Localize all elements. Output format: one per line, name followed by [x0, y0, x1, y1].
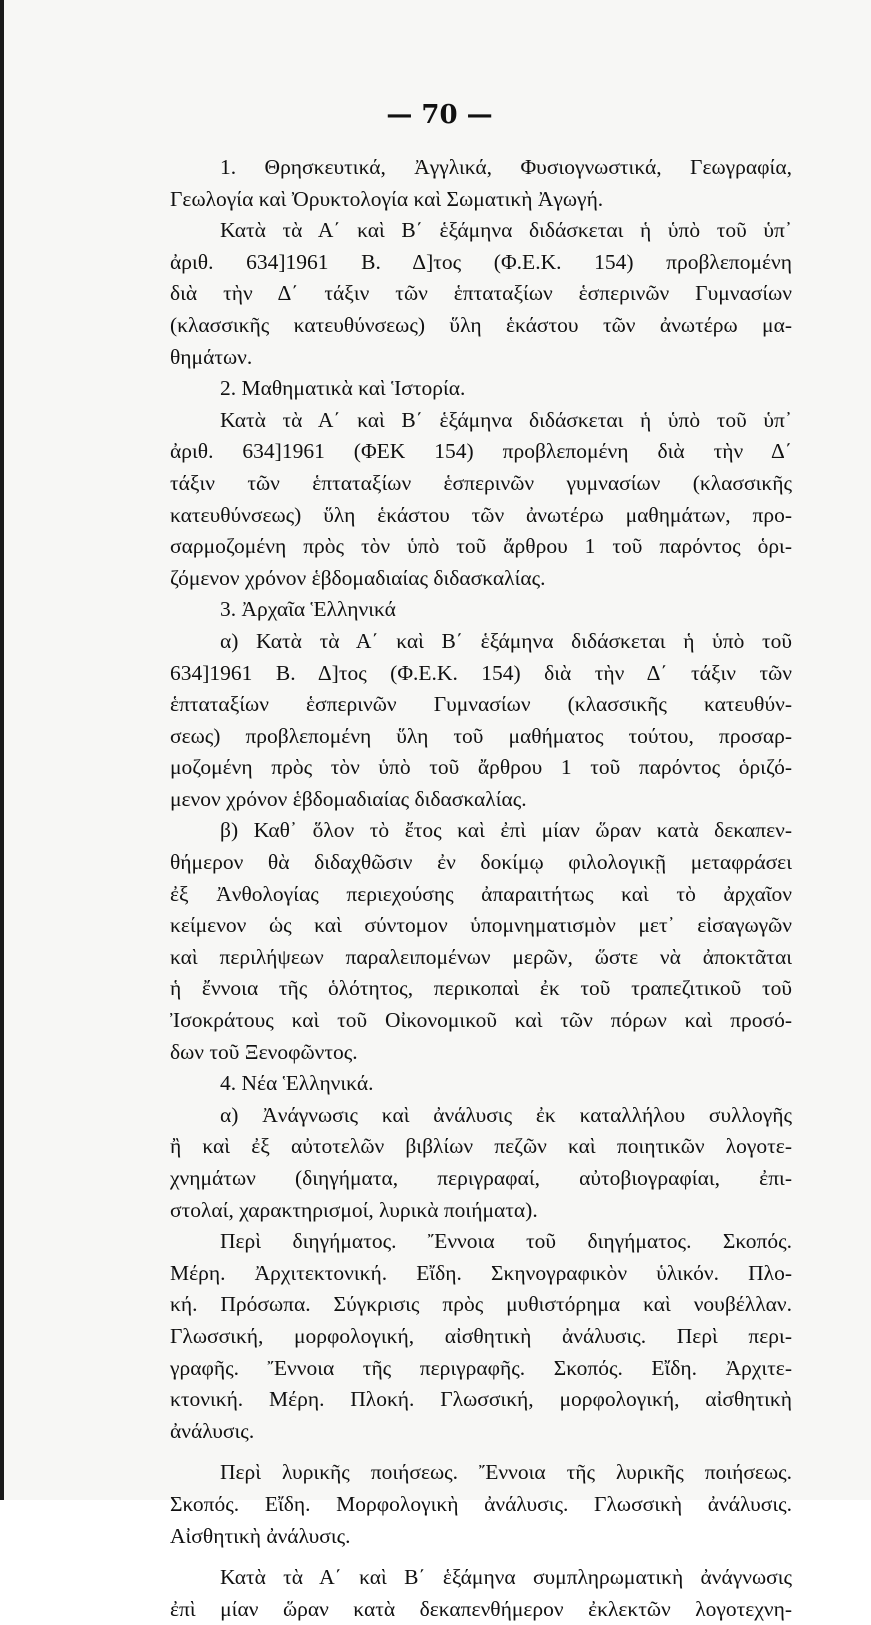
text-line: ἑπταταξίων ἑσπερινῶν Γυμνασίων (κλασσικῆς κατευθύν-	[170, 692, 792, 717]
text-line: 3. Ἀρχαῖα Ἑλληνικά	[220, 597, 396, 622]
text-line: α) Κατὰ τὰ Α΄ καὶ Β΄ ἑξάμηνα διδάσκεται ἡ ὑπὸ τοῦ	[220, 628, 792, 653]
text-line: μενον χρόνον ἑβδομαδιαίας διδασκαλίας.	[170, 786, 527, 811]
text-line: κατευθύνσεως) ὕλη ἑκάστου τῶν ἀνωτέρω μαθημάτων, προ-	[170, 502, 792, 527]
text-line: σαρμοζομένη πρὸς τὸν ὑπὸ τοῦ ἄρθρου 1 τοῦ παρόντος ὁρι-	[170, 534, 792, 559]
text-line: Γεωλογία καὶ Ὀρυκτολογία καὶ Σωματικὴ Ἀγωγή.	[170, 186, 604, 211]
text-line: Σκοπός. Εἴδη. Μορφολογικὴ ἀνάλυσις. Γλωσσικὴ ἀνάλυσις.	[170, 1491, 792, 1516]
text-line: 1. Θρησκευτικά, Ἀγγλικά, Φυσιογνωστικά, Γεωγραφία,	[220, 155, 792, 179]
text-line: Κατὰ τὰ Α΄ καὶ Β΄ ἑξάμηνα διδάσκεται ἡ ὑπὸ τοῦ ὑπ᾿	[220, 218, 792, 243]
text-line: κή. Πρόσωπα. Σύγκρισις πρὸς μυθιστόρημα καὶ νουβέλλαν.	[170, 1292, 792, 1317]
text-line: μοζομένη πρὸς τὸν ὑπὸ τοῦ ἄρθρου 1 τοῦ παρόντος ὁριζό-	[170, 755, 792, 780]
text-line: Περὶ λυρικῆς ποιήσεως. Ἔννοια τῆς λυρικῆς ποιήσεως.	[220, 1460, 792, 1485]
text-line: α) Ἀνάγνωσις καὶ ἀνάλυσις ἐκ καταλλήλου συλλογῆς	[220, 1102, 792, 1127]
text-line: Γλωσσική, μορφολογική, αἰσθητικὴ ἀνάλυσις. Περὶ περι-	[170, 1323, 792, 1348]
text-line: (κλασσικῆς κατευθύνσεως) ὕλη ἑκάστου τῶν ἀνωτέρω μα-	[170, 312, 792, 337]
text-line: διὰ τὴν Δ΄ τάξιν τῶν ἑπταταξίων ἑσπερινῶν Γυμνασίων	[170, 281, 792, 306]
text-line: ἀριθ. 634]1961 Β. Δ]τος (Φ.Ε.Κ. 154) προβλεπομένη	[170, 249, 792, 274]
text-line: Ἰσοκράτους καὶ τοῦ Οἰκονομικοῦ καὶ τῶν πόρων καὶ προσό-	[170, 1008, 792, 1033]
text-line: Αἰσθητικὴ ἀνάλυσις.	[170, 1523, 351, 1548]
text-line: Κατὰ τὰ Α΄ καὶ Β΄ ἑξάμηνα συμπληρωματικὴ ἀνάγνωσις	[220, 1565, 792, 1590]
text-line: Περὶ διηγήματος. Ἔννοια τοῦ διηγήματος. Σκοπός.	[220, 1229, 792, 1254]
text-line: χνημάτων (διηγήματα, περιγραφαί, αὐτοβιογραφίαι, ἐπι-	[170, 1166, 792, 1190]
text-line: ἀριθ. 634]1961 (ΦΕΚ 154) προβλεπομένη διὰ τὴν Δ΄	[170, 439, 792, 464]
text-line: καὶ περιλήψεων παραλειπομένων μερῶν, ὥστε νὰ ἀποκτᾶται	[170, 944, 792, 969]
text-line: Μέρη. Ἀρχιτεκτονική. Εἴδη. Σκηνογραφικὸν ὑλικόν. Πλο-	[170, 1260, 792, 1285]
text-line: κείμενον ὡς καὶ σύντομον ὑπομνηματισμὸν μετ᾿ εἰσαγωγῶν	[170, 913, 792, 938]
body-text	[170, 152, 792, 1625]
text-line: 2. Μαθηματικὰ καὶ Ἱστορία.	[220, 376, 466, 401]
text-line: ἐξ Ἀνθολογίας περιεχούσης ἀπαραιτήτως καὶ τὸ ἀρχαῖον	[170, 881, 792, 906]
text-line: ἡ ἔννοια τῆς ὁλότητος, περικοπαὶ ἐκ τοῦ τραπεζιτικοῦ τοῦ	[170, 976, 792, 1001]
text-line: στολαί, χαρακτηρισμοί, λυρικὰ ποιήματα).	[170, 1197, 538, 1222]
page-number: — 70 —	[386, 100, 493, 130]
text-line: σεως) προβλεπομένη ὕλη τοῦ μαθήματος τούτου, προσαρ-	[170, 723, 792, 748]
text-line: ἢ καὶ ἐξ αὐτοτελῶν βιβλίων πεζῶν καὶ ποιητικῶν λογοτε-	[170, 1134, 792, 1159]
text-line: Κατὰ τὰ Α΄ καὶ Β΄ ἑξάμηνα διδάσκεται ἡ ὑπὸ τοῦ ὑπ᾿	[220, 407, 792, 432]
text-line: ἐπὶ μίαν ὥραν κατὰ δεκαπενθήμερον ἐκλεκτῶν λογοτεχνη-	[170, 1596, 792, 1621]
text-line: 634]1961 Β. Δ]τος (Φ.Ε.Κ. 154) διὰ τὴν Δ΄ τάξιν τῶν	[170, 660, 792, 685]
text-line: θημάτων.	[170, 344, 253, 369]
text-line: θήμερον θὰ διδαχθῶσιν ἐν δοκίμῳ φιλολογικῇ μεταφράσει	[170, 850, 792, 875]
text-line: τάξιν τῶν ἑπταταξίων ἑσπερινῶν γυμνασίων (κλασσικῆς	[170, 470, 792, 495]
text-line: ἀνάλυσις.	[170, 1418, 255, 1443]
text-line: δων τοῦ Ξενοφῶντος.	[170, 1039, 358, 1064]
text-line: β) Καθ᾿ ὅλον τὸ ἔτος καὶ ἐπὶ μίαν ὥραν κατὰ δεκαπεν-	[220, 818, 792, 843]
text-line: ζόμενον χρόνον ἑβδομαδιαίας διδασκαλίας.	[170, 565, 546, 590]
text-line: κτονική. Μέρη. Πλοκή. Γλωσσική, μορφολογική, αἰσθητικὴ	[170, 1387, 792, 1412]
text-line: 4. Νέα Ἑλληνικά.	[220, 1071, 374, 1096]
text-line: γραφῆς. Ἔννοια τῆς περιγραφῆς. Σκοπός. Εἴδη. Ἀρχιτε-	[170, 1355, 792, 1380]
